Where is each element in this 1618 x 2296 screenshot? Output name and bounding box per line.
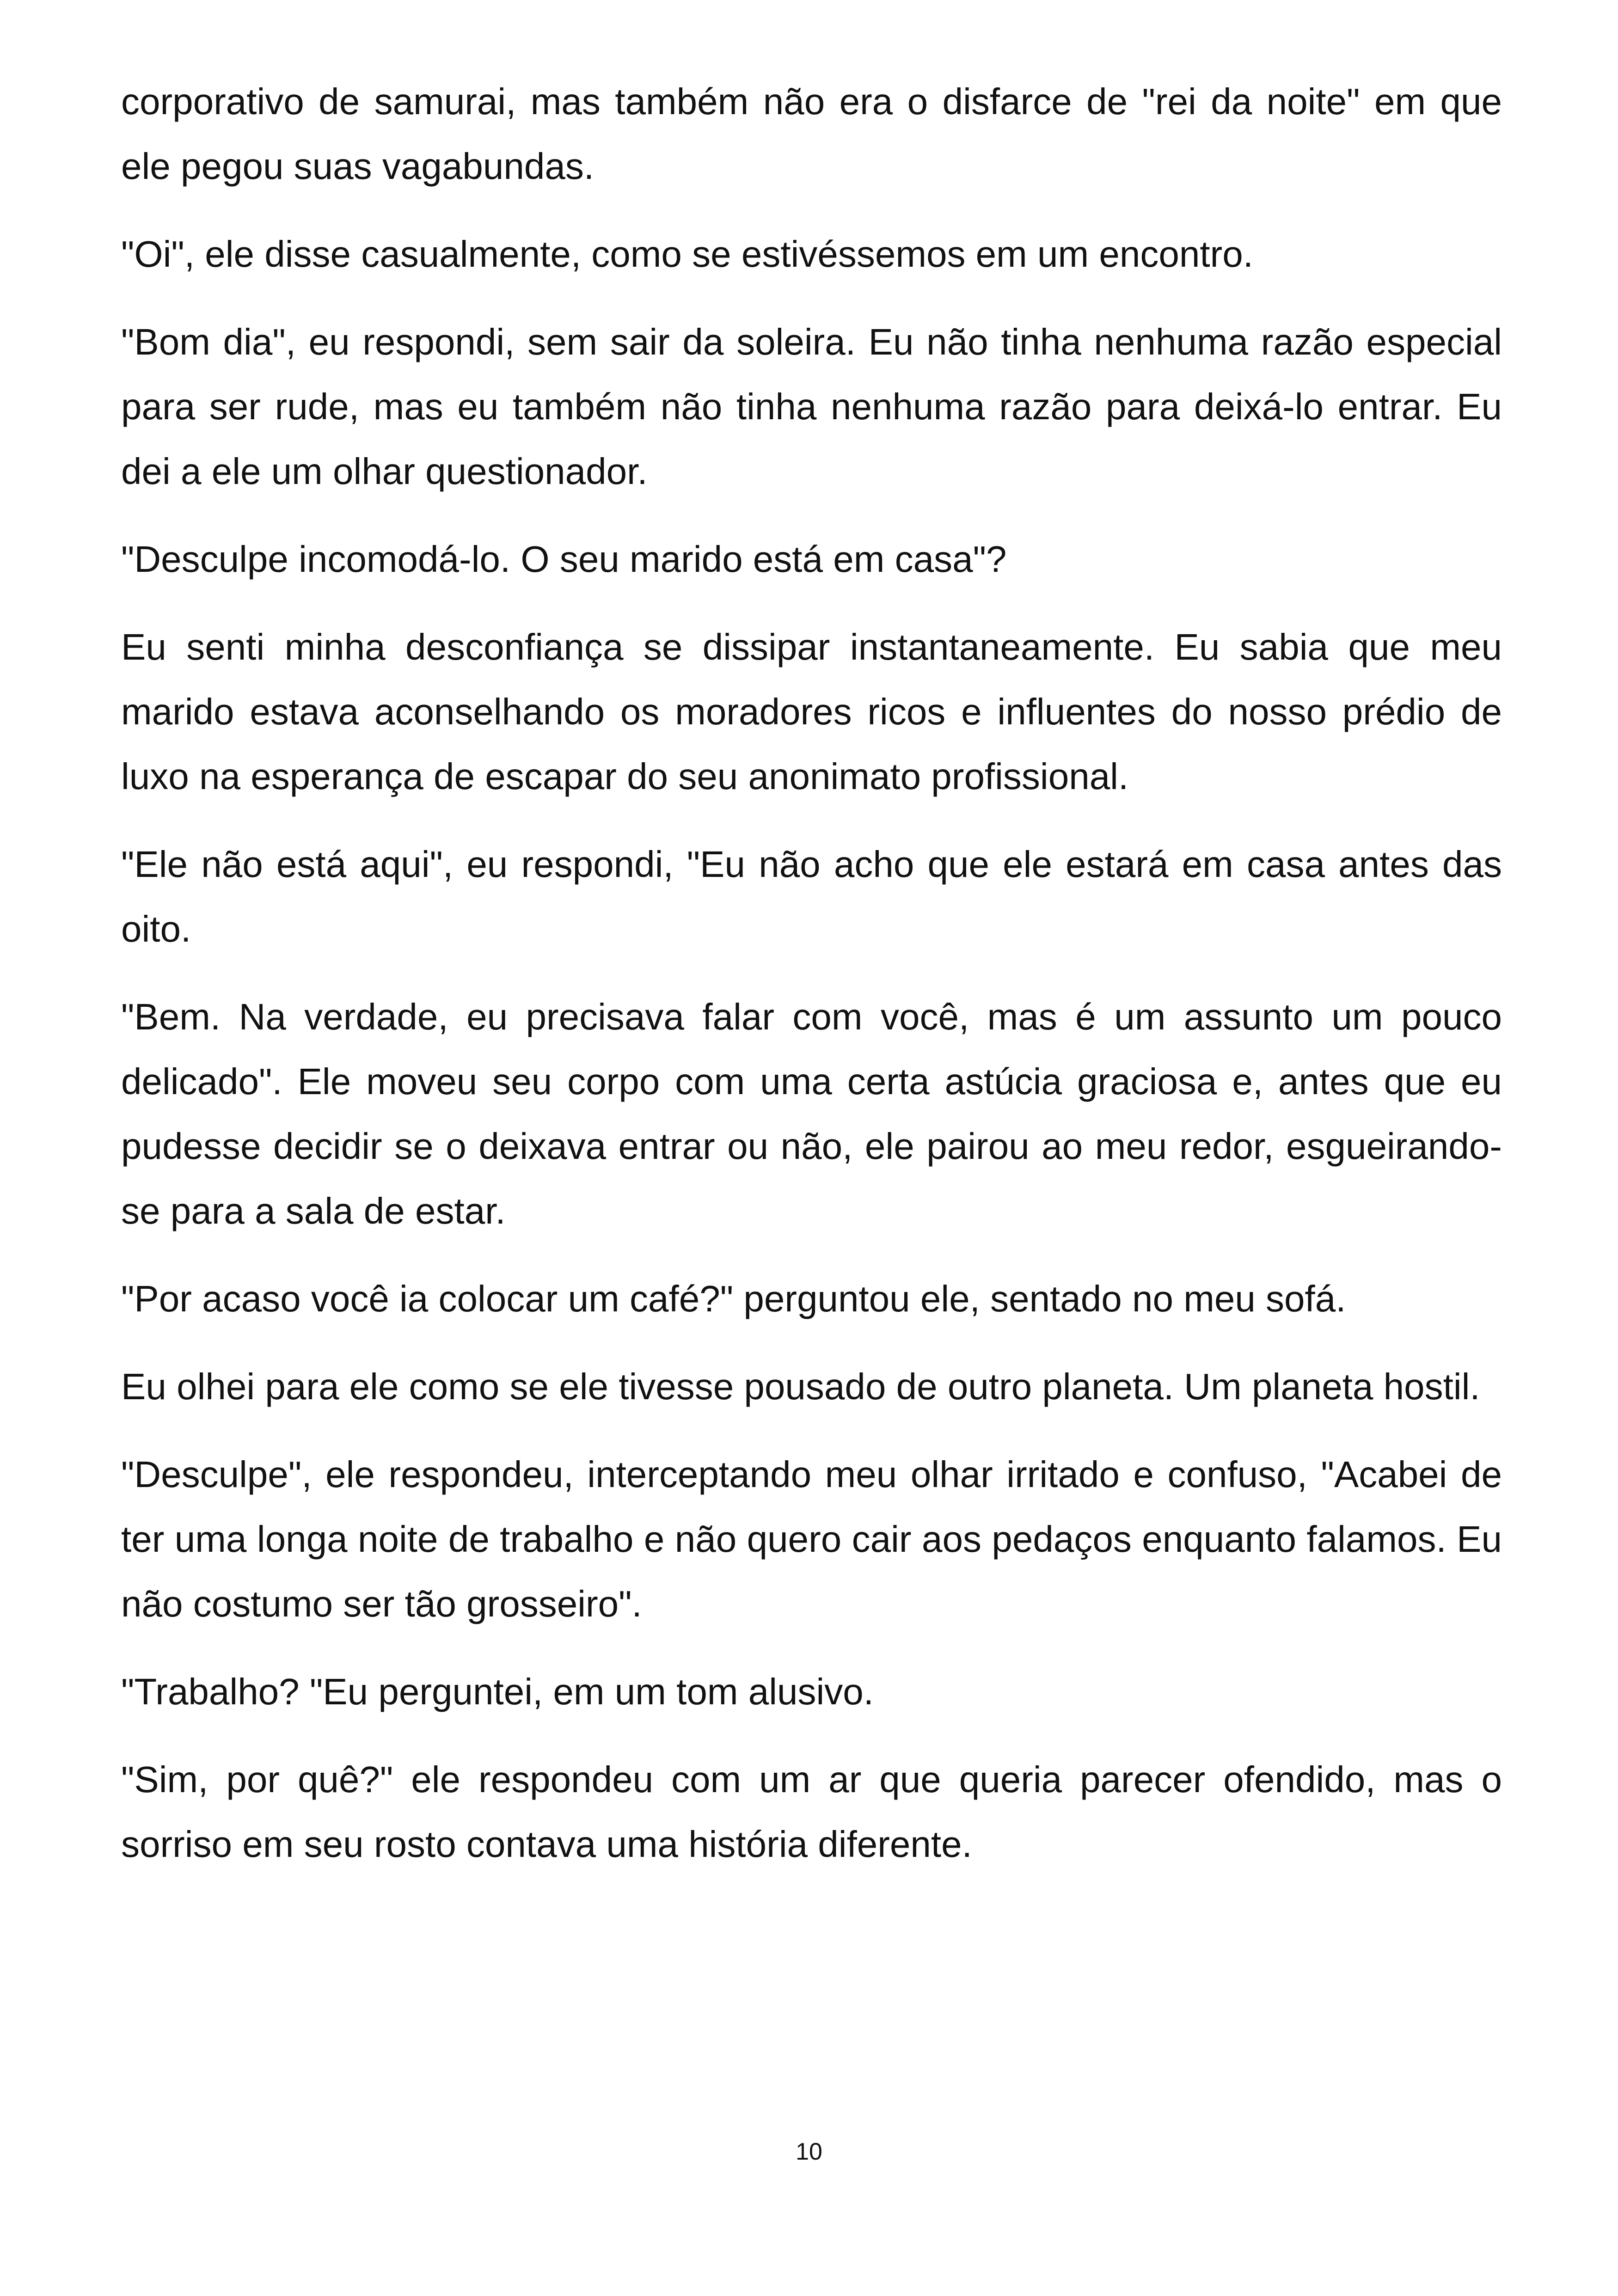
paragraph-7: "Bem. Na verdade, eu precisava falar com você, mas é um assunto um pouco delicado". Ele moveu seu corpo com uma certa astúcia graciosa e, antes que eu pudesse decidir se o deixava entrar ou não, ele pairou ao meu redor, esgueirando-se para a sala de estar. [121, 996, 1502, 1231]
paragraph-5: Eu senti minha desconfiança se dissipar instantaneamente. Eu sabia que meu marido estava aconselhando os moradores ricos e influentes do nosso prédio de luxo na esperança de escapar do seu anonimato profissional. [121, 626, 1502, 797]
paragraph-10: "Desculpe", ele respondeu, interceptando meu olhar irritado e confuso, "Acabei de ter uma longa noite de trabalho e não quero cair aos pedaços enquanto falamos. Eu não costumo ser tão grosseiro". [121, 1454, 1502, 1624]
paragraph-6: "Ele não está aqui", eu respondi, "Eu não acho que ele estará em casa antes das oito. [121, 844, 1502, 949]
paragraph-12: "Sim, por quê?" ele respondeu com um ar que queria parecer ofendido, mas o sorriso em seu rosto contava uma história diferente. [121, 1759, 1502, 1865]
paragraph-4: "Desculpe incomodá-lo. O seu marido está em casa"? [121, 539, 1007, 580]
paragraph-1: corporativo de samurai, mas também não era o disfarce de "rei da noite" em que ele pegou suas vagabundas. [121, 81, 1502, 187]
paragraph-3: "Bom dia", eu respondi, sem sair da soleira. Eu não tinha nenhuma razão especial para ser rude, mas eu também não tinha nenhuma razão para deixá-lo entrar. Eu dei a ele um olhar questionador. [121, 321, 1502, 492]
paragraph-9: Eu olhei para ele como se ele tivesse pousado de outro planeta. Um planeta hostil. [121, 1366, 1480, 1407]
paragraph-11: "Trabalho? "Eu perguntei, em um tom alusivo. [121, 1671, 874, 1712]
page-number: 10 [796, 2138, 822, 2165]
body-text [121, 69, 1502, 1900]
paragraph-2: "Oi", ele disse casualmente, como se estivéssemos em um encontro. [121, 233, 1253, 275]
paragraph-8: "Por acaso você ia colocar um café?" perguntou ele, sentado no meu sofá. [121, 1278, 1346, 1319]
